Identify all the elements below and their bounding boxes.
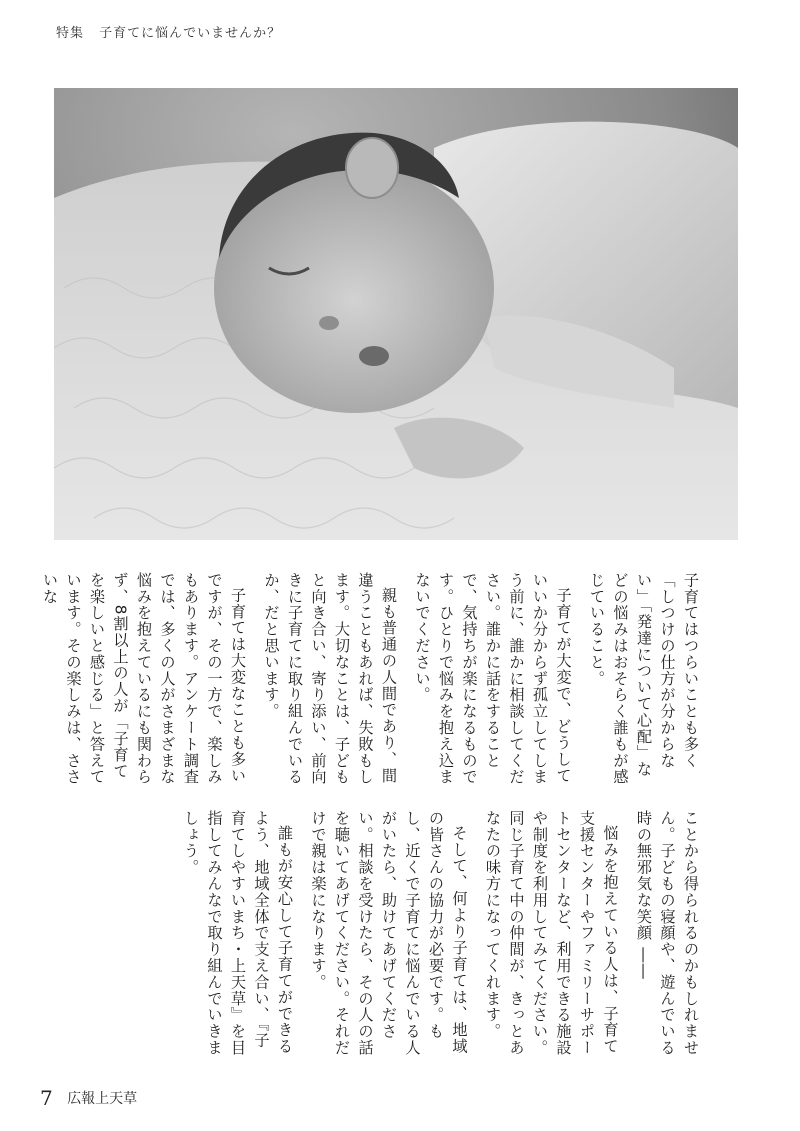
page-footer xyxy=(40,1086,137,1110)
paragraph: 悩みを抱えている人は、子育て支援センターやファミリーサポートセンターなど、利用できる施設や制度を利用してみてください。同じ子育て中の仲間が、きっとあなたの味方になってくれます。 xyxy=(484,810,620,1056)
baby-photo xyxy=(54,88,738,540)
baby-nose xyxy=(319,316,339,330)
feature-tag: 特集 xyxy=(56,26,85,41)
publication-name: 広報上天草 xyxy=(67,1091,138,1107)
paragraph: 子育てはつらいことも多く「しつけの仕方が分からない」「発達について心配」などの悩みはおそらく誰もが感じていること。 xyxy=(588,572,700,786)
article-body-upper xyxy=(41,572,702,792)
article-body-lower xyxy=(102,810,702,1060)
page-number: 7 xyxy=(40,1086,53,1110)
feature-title: 子育てに悩んでいませんか？ xyxy=(99,26,282,41)
paragraph: 子育ては大変なことも多いですが、その一方で、楽しみもあります。アンケート調査では、多くの人がさまざまな悩みを抱えているにも関わらず、8割以上の人が「子育てを楽しいと感じる」と答えています。その楽しみは、ささいな xyxy=(41,572,247,786)
paragraph: ことから得られるのかもしれません。子どもの寝顔や、遊んでいる時の無邪気な笑顔 ―― xyxy=(635,810,700,1056)
page-header xyxy=(56,22,281,41)
baby-ear xyxy=(346,138,398,198)
baby-mouth xyxy=(359,346,389,366)
paragraph: 子育てが大変で、どうしていいか分からず孤立してしまう前に、誰かに相談してください。誰かに話をすることで、気持ちが楽になるものです。ひとりで悩みを抱え込まないでください。 xyxy=(413,572,573,786)
paragraph: そして、何より子育ては、地域の皆さんの協力が必要です。もし、近くで子育てに悩んでいる人がいたら、助けてあげてください。相談を受けたら、その人の話を聴いてあげてください。それだけで親は楽になります。 xyxy=(309,810,469,1056)
paragraph: 誰もが安心して子育てができるよう、地域全体で支え合い、『子育てしやすいまち・上天草』を目指してみんなで取り組んでいきましょう。 xyxy=(182,810,294,1056)
paragraph: 親も普通の人間であり、間違うこともあれば、失敗もします。大切なことは、子どもと向き合い、寄り添い、前向きに子育てに取り組んでいるか、だと思います。 xyxy=(262,572,398,786)
